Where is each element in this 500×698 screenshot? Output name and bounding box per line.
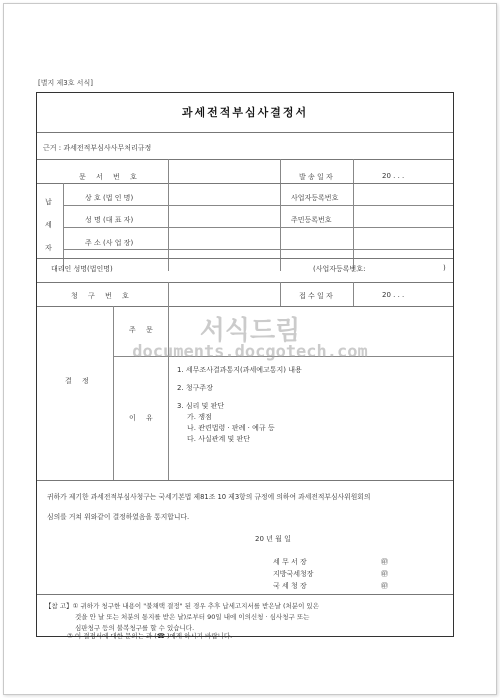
reason-3a: 가. 쟁점 [187, 413, 212, 421]
reason-3b: 나. 관련법령 · 판례 · 예규 등 [187, 424, 275, 432]
note-line-3: 심판청구 등의 불복청구를 할 수 있습니다. [75, 624, 195, 632]
note-line-4: ② 이 결정서에 대한 문의는 과 (☎ )에게 하시기 바랍니다. [67, 632, 233, 640]
form-title: 과세전적부심사결정서 [181, 106, 309, 119]
receipt-date-label: 접 수 일 자 [299, 292, 333, 300]
reason-3: 3. 심리 및 판단 [177, 402, 225, 410]
send-date-label: 발 송 일 자 [299, 173, 333, 181]
taxpayer-label-2: 세 [45, 221, 52, 229]
rrn-label: 주민등록번호 [291, 216, 332, 224]
agent-bizno-label: (사업자등록번호: [313, 265, 366, 273]
signer-3-title: 국 세 청 장 [273, 582, 307, 590]
reason-3c: 다. 사실관계 및 판단 [187, 435, 250, 443]
signer-3-seal: ㊞ [381, 582, 388, 590]
address-label: 주 소 (사 업 장) [85, 239, 134, 247]
basis-text: 근거 : 과세전적부심사사무처리규정 [43, 144, 152, 152]
signer-2-seal: ㊞ [381, 570, 388, 578]
order-label: 주 문 [129, 326, 157, 334]
bizno-label: 사업자등록번호 [291, 194, 339, 202]
date-line: 20 년 월 일 [255, 535, 291, 543]
signer-2-title: 지방국세청장 [273, 570, 314, 578]
agent-label: 대리인 성명(법인명) [51, 265, 113, 273]
reason-2: 2. 청구주장 [177, 384, 213, 392]
watermark-url: documents.docgotech.com [132, 342, 368, 362]
statement-line-2: 심의를 거쳐 위와같이 결정하였음을 통지합니다. [47, 513, 190, 521]
watermark-brand: 서식드림 [199, 316, 301, 346]
reason-1: 1. 세무조사결과통지(과세예고통지) 내용 [177, 366, 302, 374]
decision-label: 결 정 [65, 377, 93, 385]
statement-line-1: 귀하가 제기한 과세전적부심사청구는 국세기본법 제81조 10 제3항의 규정에 의하여 과세전적부심사위원회의 [47, 493, 371, 501]
signer-1-title: 세 무 서 장 [273, 558, 307, 566]
agent-bizno-close: ) [443, 264, 446, 272]
note-line-2: 것을 안 날 또는 처분의 통지를 받은 날)로부터 90일 내에 이의신청 · 심사청구 또는 [75, 613, 310, 621]
decision-form [36, 92, 454, 640]
note-line-1: 【참 고】① 귀하가 청구한 내용이 "불채택 결정" 된 경우 추후 납세고지서를 받은날 (처분이 있은 [45, 602, 319, 610]
taxpayer-label-1: 납 [45, 198, 52, 206]
doc-no-label: 문 서 번 호 [79, 173, 141, 181]
receipt-date-value: 20 . . . [382, 291, 405, 299]
company-label: 상 호 (법 인 명) [85, 194, 134, 202]
form-number-label: [별지 제3호 서식] [38, 79, 93, 87]
name-label: 성 명 (대 표 자) [85, 216, 134, 224]
taxpayer-label-3: 자 [45, 244, 52, 252]
signer-1-seal: ㊞ [381, 558, 388, 566]
send-date-value: 20 . . . [382, 172, 405, 180]
reason-label: 이 유 [129, 414, 157, 422]
claim-no-label: 청 구 번 호 [71, 292, 133, 300]
